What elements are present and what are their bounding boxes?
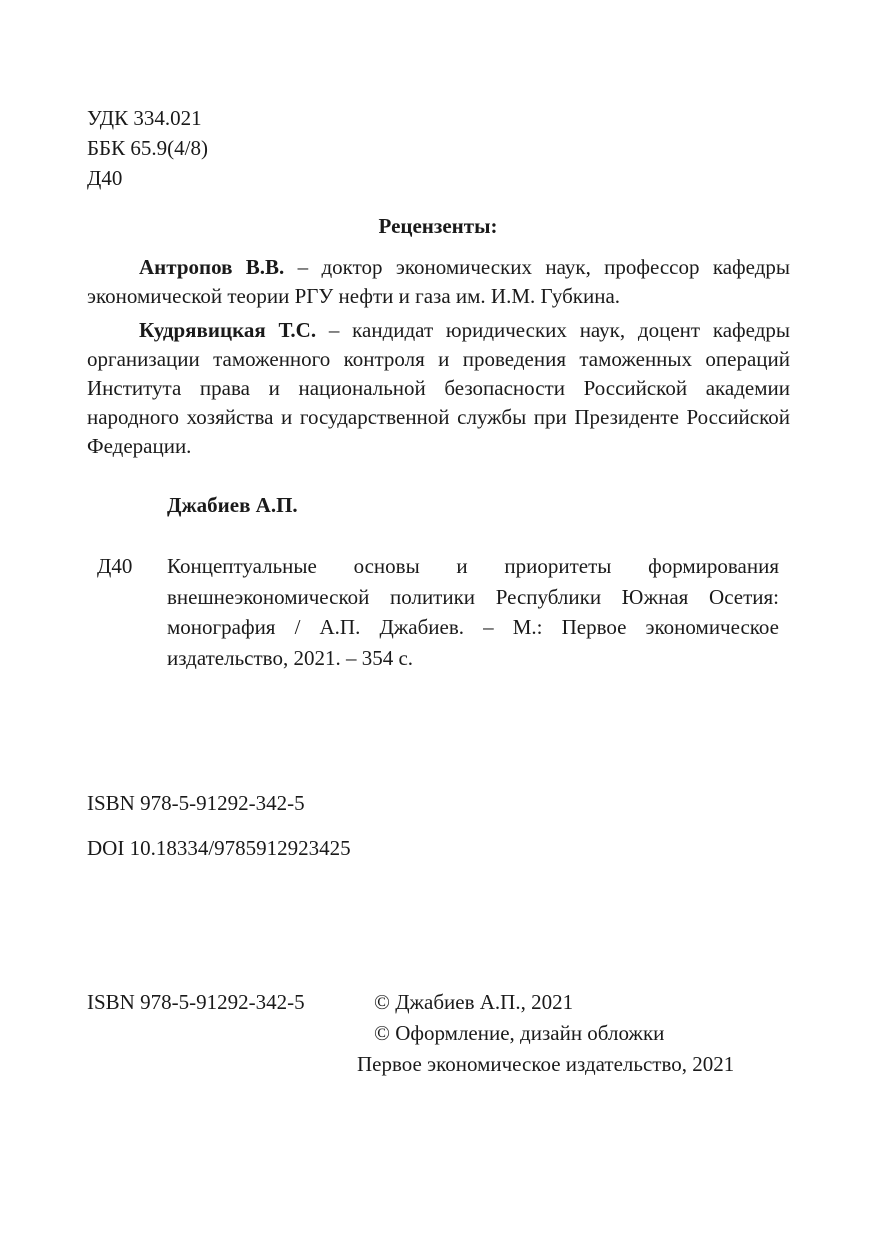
reviewer-entry <box>87 253 790 311</box>
bbk-code: ББК 65.9(4/8) <box>87 136 208 160</box>
reviewer-entry <box>87 316 790 461</box>
reviewers-heading: Рецензенты: <box>378 214 498 238</box>
copyright-design: © Оформление, дизайн обложки <box>374 1021 665 1045</box>
catalog-code: Д40 <box>97 554 133 578</box>
reviewer-name: Антропов В.В. <box>139 255 285 279</box>
copyright-publisher: Первое экономическое издательство, 2021 <box>357 1052 735 1076</box>
author-mark: Д40 <box>87 166 123 190</box>
classification-codes <box>87 103 208 193</box>
doi: DOI 10.18334/9785912923425 <box>87 836 351 860</box>
copyright-author: © Джабиев А.П., 2021 <box>374 990 574 1014</box>
reviewer-name: Кудрявицкая Т.С. <box>139 318 317 342</box>
catalog-author: Джабиев А.П. <box>167 493 298 517</box>
reviewer-description: – кандидат юридических наук, доцент кафедры организации таможенного контроля и проведения таможенных операций Института права и национальной безопасности Российской академии народного хозяйства и государственной службы при Президенте Российской Федерации. <box>87 318 790 458</box>
bibliographic-description: Концептуальные основы и приоритеты формирования внешнеэкономической политики Республики Южная Осетия: монография / А.П. Джабиев. – М.: Первое экономическое издательство, 2021. – 354 с. <box>167 554 779 670</box>
isbn: ISBN 978-5-91292-342-5 <box>87 791 305 815</box>
copyright-isbn: ISBN 978-5-91292-342-5 <box>87 990 305 1014</box>
reviewer-description: – доктор экономических наук, профессор кафедры экономической теории РГУ нефти и газа им. И.М. Губкина. <box>87 255 790 308</box>
udk-code: УДК 334.021 <box>87 106 202 130</box>
